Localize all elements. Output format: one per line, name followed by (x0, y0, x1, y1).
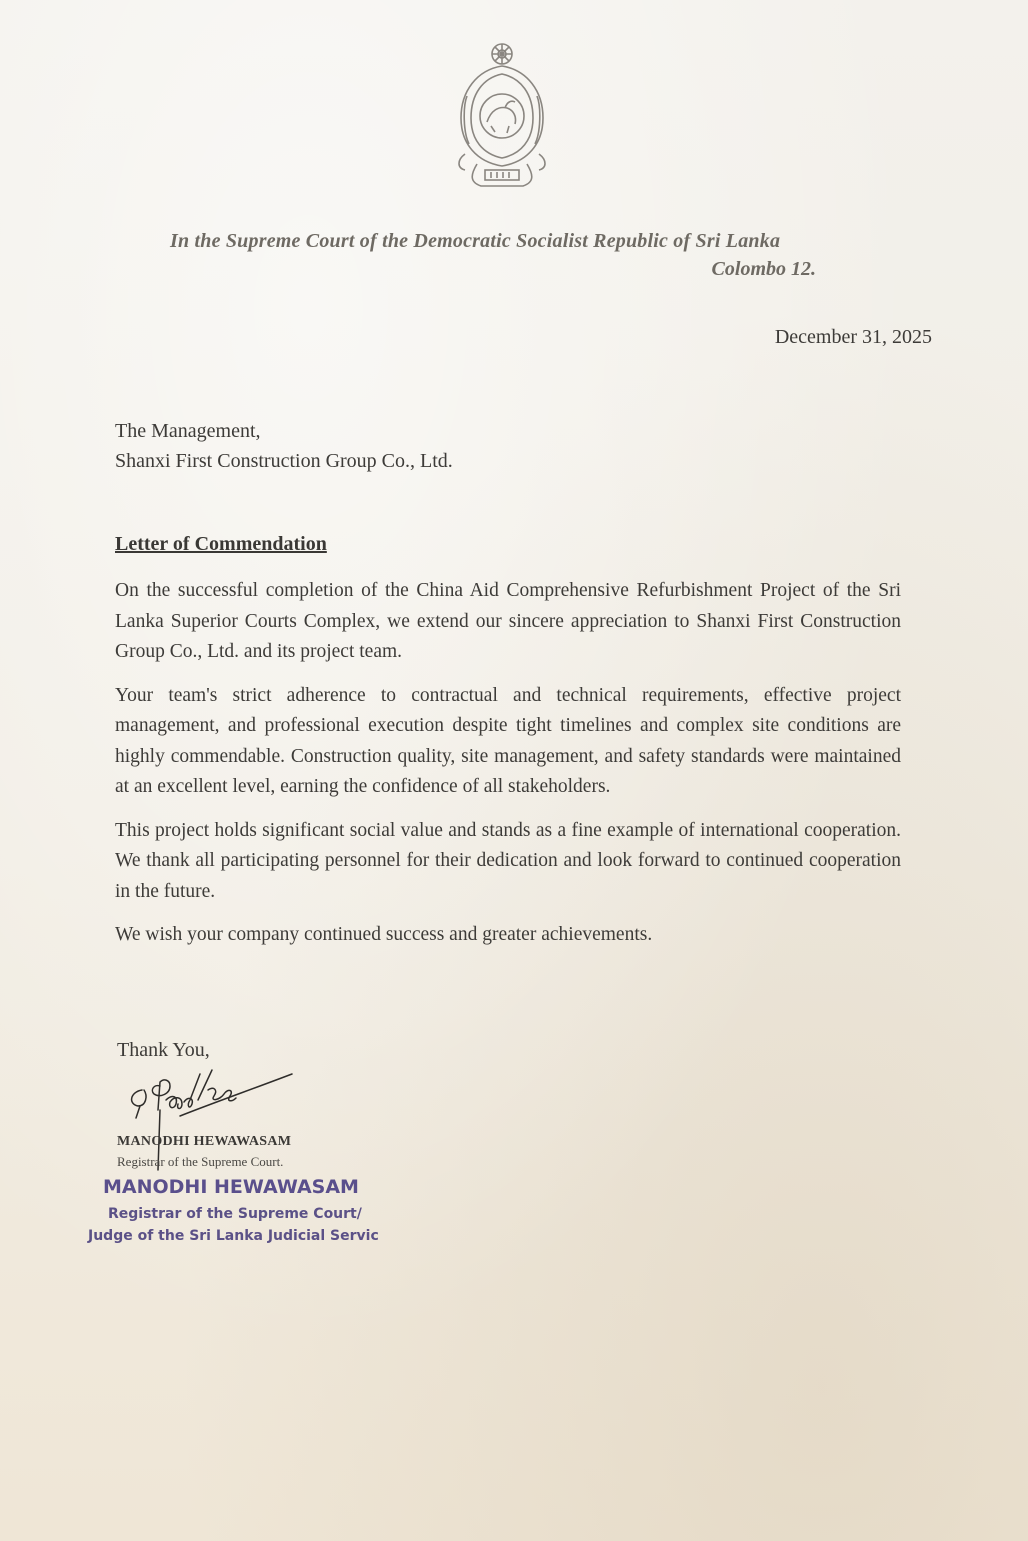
letter-subject: Letter of Commendation (115, 533, 327, 555)
addressee-line-2: Shanxi First Construction Group Co., Ltd. (115, 450, 453, 472)
stamp-name: MANODHI HEWAWASAM (103, 1176, 359, 1198)
signer-title: Registrar of the Supreme Court. (117, 1154, 284, 1169)
stamp-title-line-2: Judge of the Sri Lanka Judicial Servic (88, 1228, 379, 1244)
body-paragraph-3: This project holds significant social value and stands as a fine example of international cooperation. We thank all participating personnel for their dedication and look forward to continued cooperation in the future. (115, 819, 901, 902)
letterhead-court: In the Supreme Court of the Democratic Socialist Republic of Sri Lanka (170, 230, 781, 252)
addressee-line-1: The Management, (115, 420, 261, 442)
letter-date: December 31, 2025 (774, 326, 932, 348)
addressee-block (115, 416, 453, 476)
sri-lanka-emblem-icon (447, 36, 557, 194)
body-paragraph-1: On the successful completion of the China Aid Comprehensive Refurbishment Project of the Sri Lanka Superior Courts Complex, we extend our sincere appreciation to Shanxi First Construction Group Co., Ltd. and its project team. (115, 580, 901, 662)
letter-body (115, 576, 901, 964)
stamp-title-line-1: Registrar of the Supreme Court/ (108, 1206, 362, 1222)
signer-name: MANODHI HEWAWASAM (117, 1134, 292, 1149)
letterhead-city: Colombo 12. (711, 258, 816, 280)
body-paragraph-4: We wish your company continued success and greater achievements. (115, 924, 653, 945)
closing-salutation: Thank You, (117, 1039, 210, 1061)
body-paragraph-2: Your team's strict adherence to contractual and technical requirements, effective project management, and professional execution despite tight timelines and complex site conditions are highly commendable. Construction quality, site management, and safety standards were maintained at an excellent level, earning the confidence of all stakeholders. (115, 684, 901, 797)
